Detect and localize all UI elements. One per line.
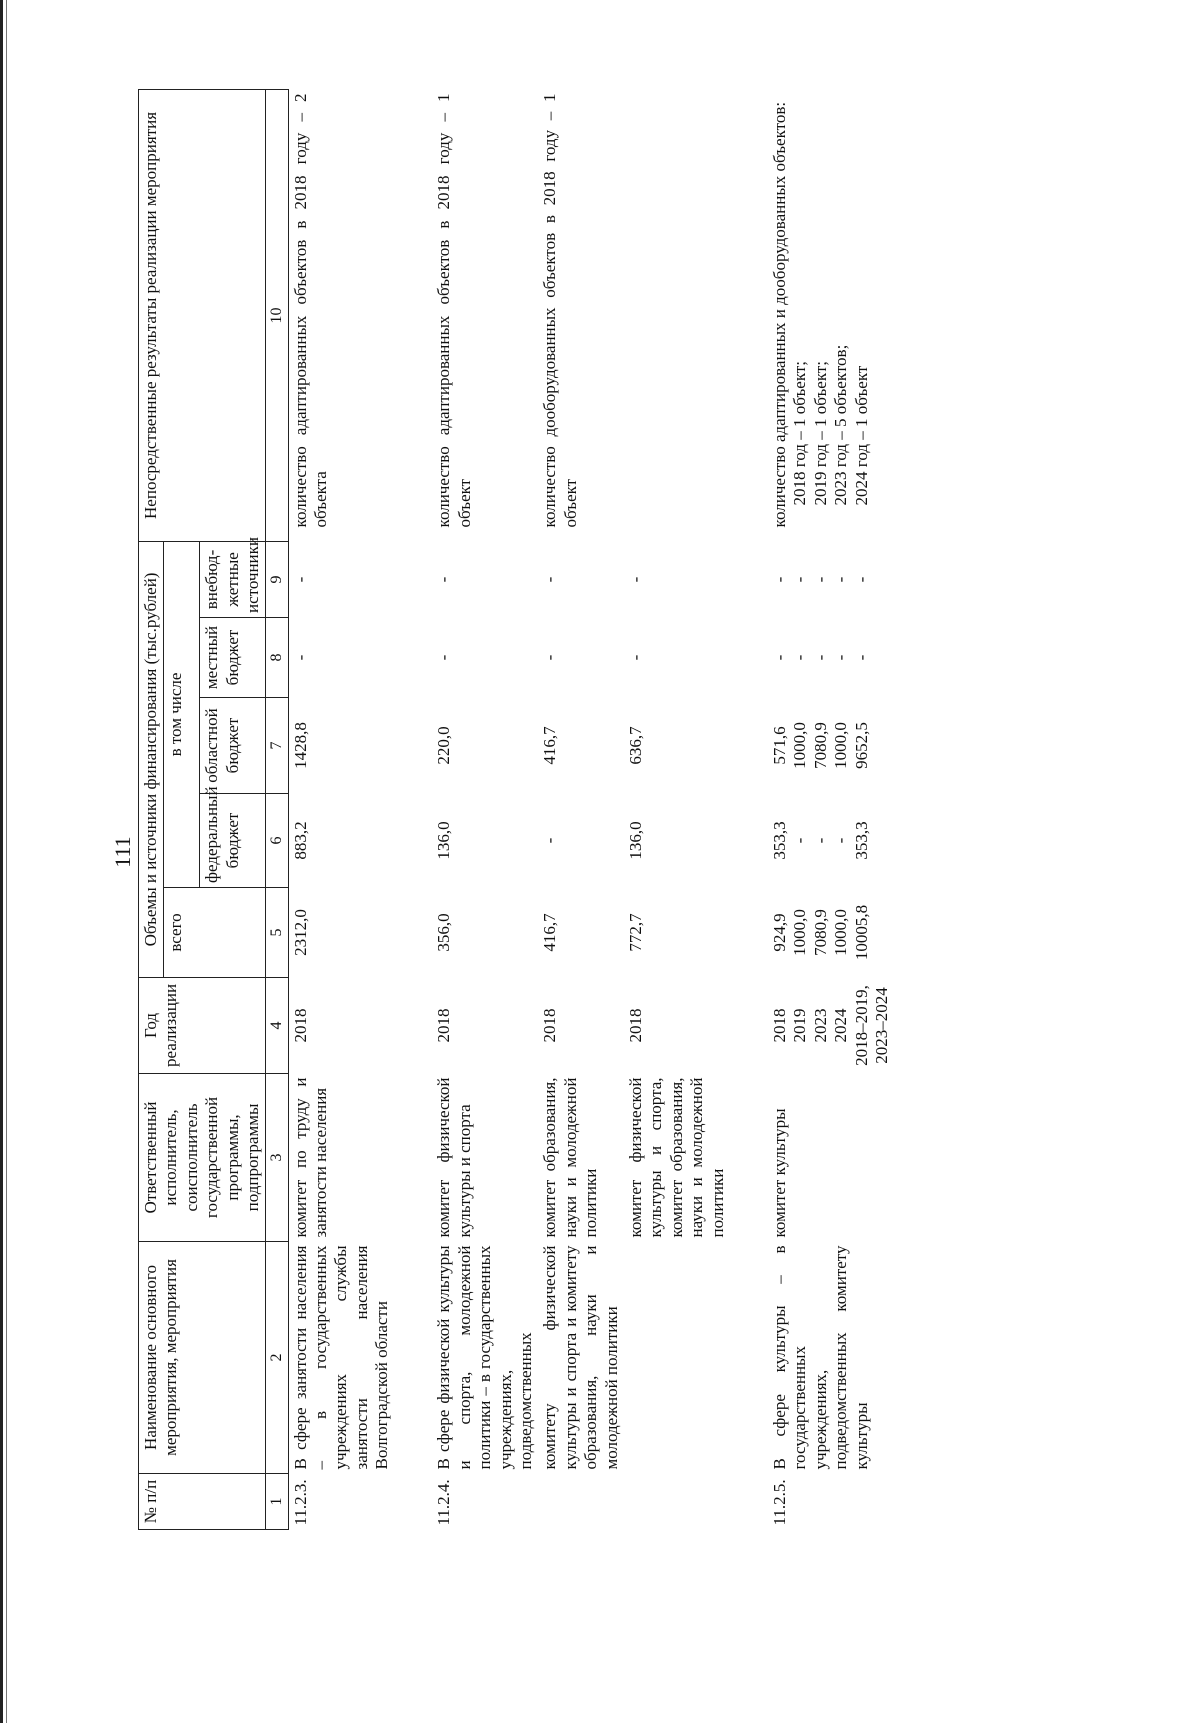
row-total: [730, 888, 894, 978]
table-body: [288, 89, 894, 1529]
row-result: количество дооборудованных объектов в 2018 году – 1 объект: [540, 93, 580, 528]
column-number: 6: [266, 794, 288, 888]
total-value: 1000,0: [831, 909, 851, 956]
row-regional: [730, 698, 894, 794]
row-extra: [730, 541, 894, 617]
row-result: количество адаптированных объектов в 2018 году – 2 объекта: [290, 93, 330, 528]
column-number: 8: [266, 618, 288, 698]
header-year: Год реализации: [139, 978, 266, 1074]
federal-value: -: [790, 837, 810, 844]
federal-value: 353,3: [769, 821, 789, 860]
result-intro: количество адаптированных и дооборудованных объектов:: [769, 101, 789, 528]
column-number: 7: [266, 698, 288, 794]
local-value: -: [810, 654, 830, 661]
header-number: № п/п: [139, 1474, 266, 1530]
local-value: -: [851, 654, 871, 661]
header-results: Непосредственные результаты реализации мероприятия: [139, 89, 266, 541]
row-federal: -: [540, 837, 560, 844]
result-list: [790, 93, 872, 527]
page-number: 111: [110, 836, 135, 868]
row-number: 11.2.5.: [769, 1479, 789, 1526]
local-value: -: [790, 654, 810, 661]
year-value: 2024: [831, 1008, 851, 1043]
result-item: 2023 год – 5 объектов;: [831, 344, 851, 506]
extra-value: -: [851, 576, 871, 583]
row-executor: комитет физической культуры и спорта, комитет образования, науки и молодежной политики: [626, 1077, 727, 1238]
row-regional: 220,0: [434, 726, 454, 765]
header-funding-group: Объемы и источники финансирования (тыс.рублей): [139, 541, 164, 977]
table-row: [394, 89, 538, 1529]
table-row: [288, 89, 394, 1529]
rotated-table-container: [138, 90, 998, 1530]
row-year: 2018: [626, 1008, 645, 1043]
year-value: 2018–2019, 2023–2024: [851, 985, 891, 1066]
header-extra: внебюд-жетные источники: [200, 541, 266, 617]
extra-value: -: [769, 576, 789, 583]
row-year: 2018: [540, 1008, 560, 1043]
header-including: в том числе: [164, 541, 200, 887]
row-result: количество адаптированных объектов в 2018 году – 1 объект: [434, 93, 474, 528]
regional-value: 1000,0: [790, 722, 810, 769]
row-executor: комитет по труду и занятости населения: [290, 1077, 330, 1238]
total-value: 924,9: [769, 913, 789, 952]
year-value: 2023: [810, 1008, 830, 1043]
header-regional: областной бюджет: [200, 698, 266, 794]
year-value: 2018: [769, 1008, 789, 1043]
table-row: [624, 89, 730, 1529]
header-federal: федеральный бюджет: [200, 794, 266, 888]
header-executor: Ответственный исполнитель, соисполнитель государственной программы, подпрограммы: [139, 1074, 266, 1242]
regional-value: 9652,5: [851, 722, 871, 769]
column-number: 4: [266, 978, 288, 1074]
row-federal: 883,2: [290, 821, 310, 860]
row-activity-name: [624, 1242, 730, 1474]
row-federal: 136,0: [626, 821, 645, 860]
extra-value: -: [810, 576, 830, 583]
column-number: 9: [266, 541, 288, 617]
result-item: 2018 год – 1 объект;: [790, 360, 810, 506]
scan-edge-line: [6, 0, 7, 1723]
row-regional: 1428,8: [290, 722, 310, 769]
row-federal: 136,0: [434, 821, 454, 860]
row-activity-name: В сфере занятости населения – в государственных учреждениях службы занятости населения Волгоградской области: [290, 1245, 392, 1470]
result-item: 2024 год – 1 объект: [851, 365, 871, 506]
extra-value: -: [831, 576, 851, 583]
row-local: -: [290, 654, 310, 661]
row-number: 11.2.3.: [290, 1479, 310, 1526]
result-item: 2019 год – 1 объект;: [810, 360, 830, 506]
row-regional: 416,7: [540, 726, 560, 765]
row-number: [624, 1474, 730, 1530]
total-value: 7080,9: [810, 909, 830, 956]
local-value: -: [831, 654, 851, 661]
row-year: 2018: [434, 1008, 454, 1043]
year-value: 2019: [790, 1008, 810, 1043]
column-number: 1: [266, 1474, 288, 1530]
row-activity-name: В сфере физической культуры и спорта, молодежной политики – в государственных учреждениях, подведомственных: [434, 1245, 536, 1470]
table-row: [730, 89, 894, 1529]
header-local: местный бюджет: [200, 618, 266, 698]
row-extra: -: [626, 576, 645, 583]
row-extra: -: [434, 576, 454, 583]
row-total: 416,7: [540, 913, 560, 952]
row-activity-name: В сфере культуры – в государственных учреждениях, подведомственных комитету культуры: [769, 1245, 871, 1470]
row-number: [538, 1474, 624, 1530]
row-total: 772,7: [626, 913, 645, 952]
column-number: 3: [266, 1074, 288, 1242]
row-local: -: [540, 654, 560, 661]
regional-value: 1000,0: [831, 722, 851, 769]
federal-value: -: [831, 837, 851, 844]
header-total: всего: [164, 888, 266, 978]
row-local: -: [434, 654, 454, 661]
row-executor: комитет культуры: [769, 1108, 789, 1238]
regional-value: 571,6: [769, 726, 789, 765]
row-regional: 636,7: [626, 726, 645, 765]
regional-value: 7080,9: [810, 722, 830, 769]
scan-edge: [0, 0, 3, 1723]
table-header: [139, 89, 289, 1529]
local-value: -: [769, 654, 789, 661]
total-value: 10005,8: [851, 904, 871, 961]
extra-value: -: [790, 576, 810, 583]
column-number: 5: [266, 888, 288, 978]
table-row: [538, 89, 624, 1529]
row-result: [730, 89, 894, 541]
column-numbers-row: [266, 89, 288, 1529]
row-executor: комитет образования, науки и молодежной политики: [540, 1077, 601, 1238]
row-total: 2312,0: [290, 909, 310, 956]
row-years: [730, 978, 894, 1074]
row-result: [624, 89, 730, 541]
row-activity-name: комитету физической культуры и спорта и комитету образования, науки и молодежной политики: [540, 1245, 621, 1470]
column-number: 10: [266, 89, 288, 541]
row-year: 2018: [290, 1008, 310, 1043]
column-number: 2: [266, 1242, 288, 1474]
funding-table: [138, 89, 894, 1530]
row-extra: -: [290, 576, 310, 583]
row-extra: -: [540, 576, 560, 583]
total-value: 1000,0: [790, 909, 810, 956]
federal-value: -: [810, 837, 830, 844]
federal-value: 353,3: [851, 821, 871, 860]
row-total: 356,0: [434, 913, 454, 952]
row-federal: [730, 794, 894, 888]
row-executor: комитет физической культуры и спорта: [434, 1077, 474, 1238]
row-local: -: [626, 654, 645, 661]
row-number: 11.2.4.: [434, 1479, 454, 1526]
row-local: [730, 618, 894, 698]
header-activity-name: Наименование основного мероприятия, мероприятия: [139, 1242, 266, 1474]
